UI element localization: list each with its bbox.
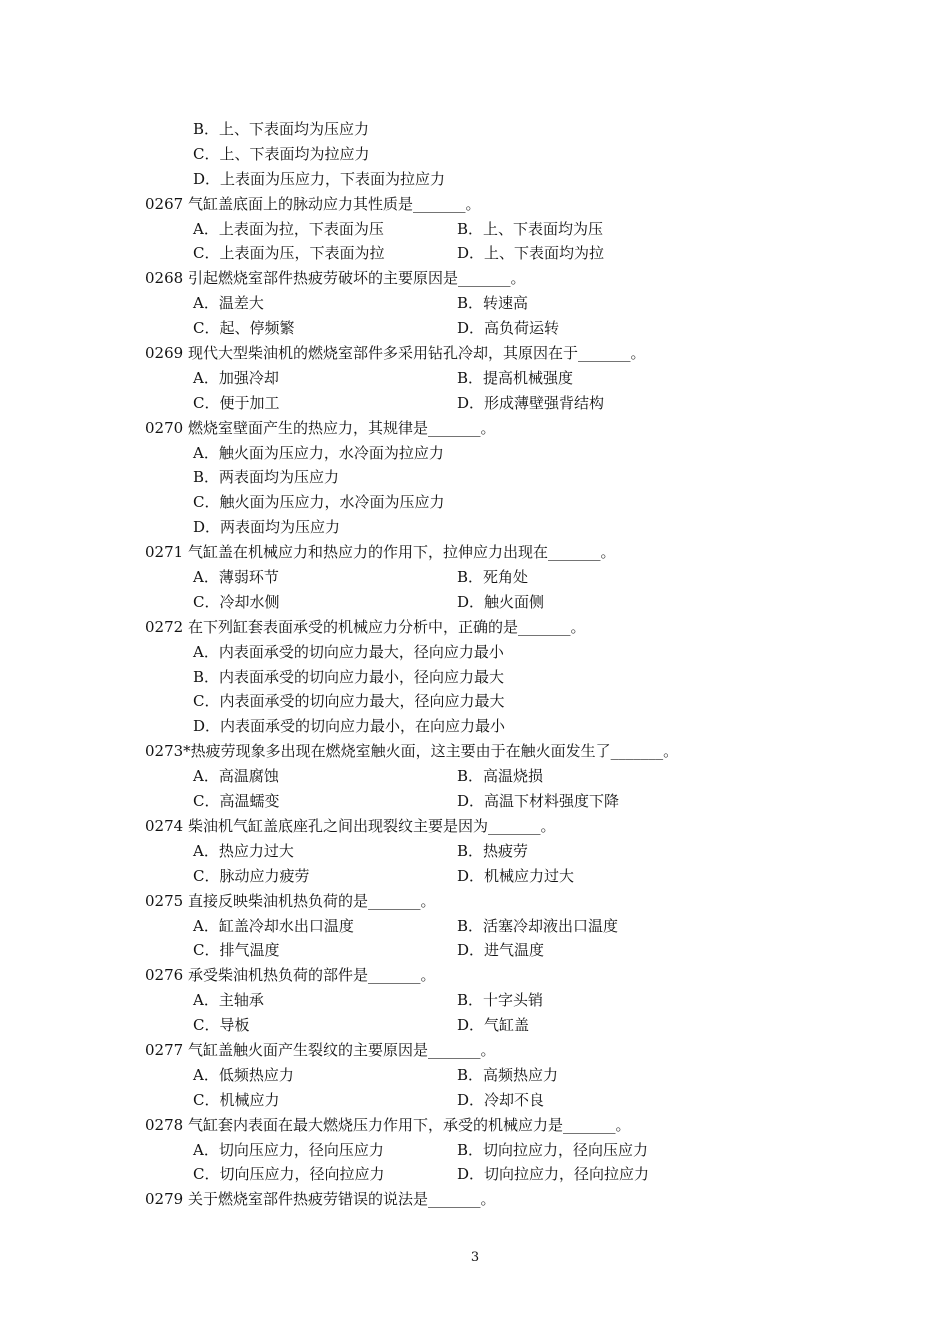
question-stem: 0269 现代大型柴油机的燃烧室部件多采用钻孔冷却，其原因在于_______。 bbox=[145, 344, 646, 363]
option-text: D．内表面承受的切向应力最小，在向应力最小 bbox=[193, 717, 506, 736]
option-text: C．冷却水侧 bbox=[193, 592, 280, 611]
option-text: D．机械应力过大 bbox=[457, 866, 575, 885]
question-stem: 0268 引起燃烧室部件热疲劳破坏的主要原因是_______。 bbox=[145, 269, 526, 288]
option-row bbox=[145, 241, 845, 266]
option-text: D．气缸盖 bbox=[457, 1016, 530, 1035]
option-text: D．切向拉应力，径向拉应力 bbox=[457, 1165, 650, 1184]
page-number: 3 bbox=[470, 1250, 480, 1265]
option-text: D．两表面均为压应力 bbox=[193, 518, 341, 537]
question-stem: 0267 气缸盖底面上的脉动应力其性质是_______。 bbox=[145, 194, 481, 213]
option-text: C．机械应力 bbox=[193, 1090, 280, 1109]
option-row bbox=[145, 764, 845, 789]
option-text: B．切向拉应力，径向压应力 bbox=[457, 1140, 649, 1159]
question-stem: 0270 燃烧室壁面产生的热应力，其规律是_______。 bbox=[145, 418, 496, 437]
option-text: B．高频热应力 bbox=[457, 1065, 559, 1084]
question-stem: 0274 柴油机气缸盖底座孔之间出现裂纹主要是因为_______。 bbox=[145, 816, 556, 835]
question-stem: 0276 承受柴油机热负荷的部件是_______。 bbox=[145, 966, 436, 985]
question-stem: 0272 在下列缸套表面承受的机械应力分析中，正确的是_______。 bbox=[145, 617, 586, 636]
question-stem: 0279 关于燃烧室部件热疲劳错误的说法是_______。 bbox=[145, 1190, 496, 1209]
option-text: C．便于加工 bbox=[193, 393, 280, 412]
option-row bbox=[145, 291, 845, 316]
option-text: A．低频热应力 bbox=[193, 1065, 294, 1084]
option-text: C．高温蠕变 bbox=[193, 792, 280, 811]
option-text: C．触火面为压应力，水冷面为压应力 bbox=[193, 493, 445, 512]
option-row bbox=[145, 366, 845, 391]
option-text: D．高负荷运转 bbox=[457, 319, 560, 338]
option-text: C．排气温度 bbox=[193, 941, 280, 960]
option-row bbox=[145, 565, 845, 590]
option-text: A．加强冷却 bbox=[193, 368, 279, 387]
option-text: A．热应力过大 bbox=[193, 841, 294, 860]
option-text: D．高温下材料强度下降 bbox=[457, 792, 620, 811]
option-text: C．切向压应力，径向拉应力 bbox=[193, 1165, 385, 1184]
option-text: D．进气温度 bbox=[457, 941, 545, 960]
option-text: B．高温烧损 bbox=[457, 767, 544, 786]
option-text: A．缸盖冷却水出口温度 bbox=[193, 916, 354, 935]
option-text: D．上、下表面均为拉 bbox=[457, 244, 605, 263]
option-text: B．死角处 bbox=[457, 568, 529, 587]
option-row bbox=[145, 914, 845, 939]
option-text: A．高温腐蚀 bbox=[193, 767, 279, 786]
option-text: C．内表面承受的切向应力最大，径向应力最大 bbox=[193, 692, 505, 711]
question-list bbox=[145, 117, 845, 1212]
option-text: A．主轴承 bbox=[193, 991, 264, 1010]
option-row bbox=[145, 1138, 845, 1163]
option-text: A．薄弱环节 bbox=[193, 568, 279, 587]
option-text: A．触火面为压应力，水冷面为拉应力 bbox=[193, 443, 444, 462]
option-text: C．导板 bbox=[193, 1016, 250, 1035]
option-text: B．上、下表面均为压 bbox=[457, 219, 604, 238]
question-stem: 0278 气缸套内表面在最大燃烧压力作用下，承受的机械应力是_______。 bbox=[145, 1115, 631, 1134]
option-text: B．上、下表面均为压应力 bbox=[193, 120, 370, 138]
question-stem: 0277 气缸盖触火面产生裂纹的主要原因是_______。 bbox=[145, 1040, 496, 1059]
option-text: C．起、停频繁 bbox=[193, 319, 295, 338]
option-text: B．两表面均为压应力 bbox=[193, 468, 340, 487]
option-row bbox=[145, 1013, 845, 1038]
option-row bbox=[145, 391, 845, 416]
option-text: A．内表面承受的切向应力最大，径向应力最小 bbox=[193, 642, 504, 661]
option-text: B．十字头销 bbox=[457, 991, 544, 1010]
option-text: B．提高机械强度 bbox=[457, 368, 574, 387]
option-text: D．触火面侧 bbox=[457, 592, 545, 611]
option-row bbox=[145, 1063, 845, 1088]
option-row bbox=[145, 316, 845, 341]
option-text: D．上表面为压应力，下表面为拉应力 bbox=[193, 169, 446, 188]
option-row bbox=[145, 217, 845, 242]
option-row bbox=[145, 1088, 845, 1113]
option-text: B．内表面承受的切向应力最小，径向应力最大 bbox=[193, 667, 505, 686]
option-text: C．脉动应力疲劳 bbox=[193, 866, 310, 885]
option-text: B．活塞冷却液出口温度 bbox=[457, 916, 619, 935]
option-text: A．切向压应力，径向压应力 bbox=[193, 1140, 384, 1159]
option-text: D．冷却不良 bbox=[457, 1090, 545, 1109]
option-row bbox=[145, 864, 845, 889]
option-row bbox=[145, 789, 845, 814]
option-row bbox=[145, 839, 845, 864]
option-text: B．转速高 bbox=[457, 294, 529, 313]
option-row bbox=[145, 938, 845, 963]
option-text: A．上表面为拉，下表面为压 bbox=[193, 219, 384, 238]
option-row bbox=[145, 988, 845, 1013]
option-row bbox=[145, 1162, 845, 1187]
option-text: B．热疲劳 bbox=[457, 841, 529, 860]
option-text: C．上、下表面均为拉应力 bbox=[193, 144, 370, 163]
option-row bbox=[145, 590, 845, 615]
option-text: D．形成薄壁强背结构 bbox=[457, 393, 605, 412]
question-stem: 0275 直接反映柴油机热负荷的是_______。 bbox=[145, 891, 436, 910]
option-text: A．温差大 bbox=[193, 294, 264, 313]
question-stem: 0273*热疲劳现象多出现在燃烧室触火面，这主要由于在触火面发生了_______。 bbox=[145, 742, 679, 761]
option-text: C．上表面为压，下表面为拉 bbox=[193, 244, 385, 263]
question-stem: 0271 气缸盖在机械应力和热应力的作用下，拉伸应力出现在_______。 bbox=[145, 543, 616, 562]
